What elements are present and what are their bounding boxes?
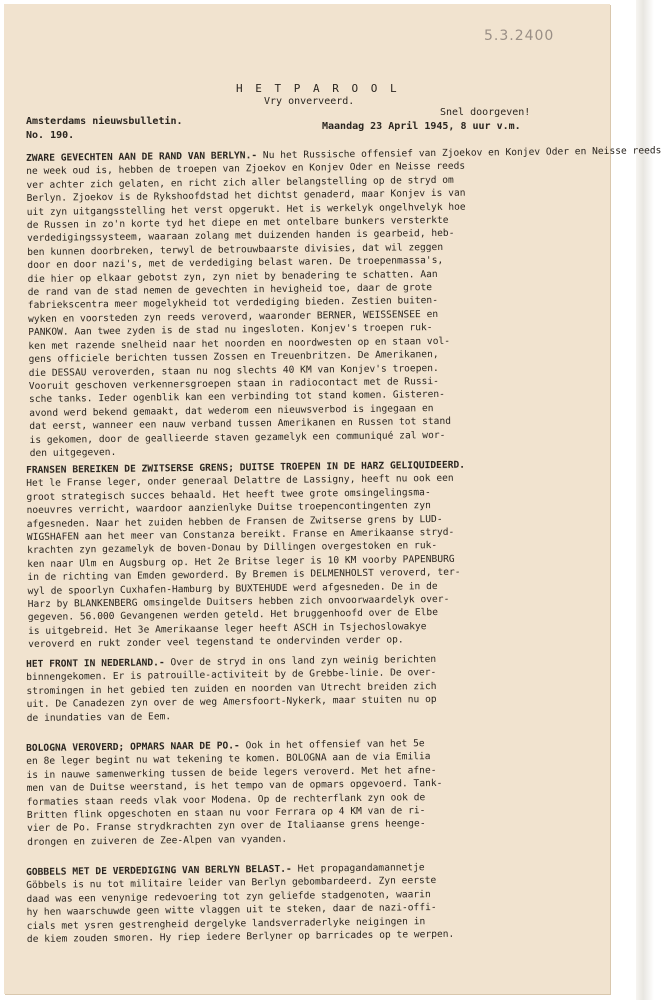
article-line: avond werd bekend gemaakt, dat wederom een nieuwsverbod is ingegaan en: [29, 402, 434, 419]
article-headline: FRANSEN BEREIKEN DE ZWITSERSE GRENS; DUITSE TROEPEN IN DE HARZ GELIQUIDEERD.: [26, 459, 466, 476]
article-line: Ook in het offensief van het 5e: [239, 738, 425, 752]
bulletin-name: Amsterdams nieuwsbulletin.: [26, 116, 183, 127]
article-line: Nu het Russische offensief van Zjoekov en Konjev Oder en Neisse reeds: [257, 145, 662, 162]
article-line: is in nauwe samenwerking tussen de beide legers veroverd. Met het afne-: [26, 764, 437, 781]
article-line: drongen en zuiveren de Zee-Alpen van vyanden.: [27, 833, 288, 848]
article-headline: HET FRONT IN NEDERLAND.-: [26, 657, 165, 670]
article-line: veroverd en rukt zonder veel tegenstand te ondervinden verder op.: [28, 634, 404, 651]
article-line: men van de Duitse weerstand, is het tempo van de opmars opgevoerd. Tank-: [26, 778, 443, 795]
article-line: Britten flink opgeschoten en staan nu voor Ferrara op 4 KM van de ri-: [26, 805, 426, 822]
article-line: WIGSHAFEN aan het meer van Constanza bereikt. Franse en Amerikaanse stryd-: [26, 526, 455, 544]
article-headline: BOLOGNA VEROVERD; OPMARS NAAR DE PO.-: [26, 740, 240, 754]
article-line: uit. De Canadezen zyn over de weg Amersfoort-Nykerk, maar stuiten nu op: [26, 694, 437, 711]
article-french-army: [26, 457, 614, 652]
article-line: groot strategisch succes behaald. Het heeft twee grote omsingelingsma-: [26, 486, 431, 503]
article-line: ben kunnen doorbreken, terwyl de betrouwbaarste divisies, dat wil zeggen: [27, 241, 444, 258]
article-line: den uitgegeven.: [29, 446, 117, 459]
article-line: verdedigingssysteem, waaraan zolang met duizenden handen is gearbeid, heb-: [26, 228, 455, 245]
article-berlin-fighting: [26, 145, 662, 460]
article-line: noeuvres verricht, waardoor aanzienlyke Duitse troepencontingenten zyn: [26, 500, 431, 517]
article-line: stromingen in het gebied ten zuiden en noorden van Utrecht breiden zich: [26, 680, 437, 697]
article-line: ken met razende snelheid naar het noorden en noordwesten op en staan vol-: [28, 335, 451, 352]
article-line: daad was een venynige redevoering tot zyn geliefde stadgenoten, waarin: [26, 888, 431, 905]
article-line: afgesneden. Naar het zuiden hebben de Fransen de Zwitserse grens by LUD-: [26, 513, 443, 530]
article-line: is gekomen, door de geallieerde staven gezamelyk een communiqué zal wor-: [29, 429, 446, 446]
article-bologna: [26, 735, 613, 849]
article-line: de inundaties van de Eem.: [26, 710, 172, 724]
article-line: gegeven. 56.000 Gevangenen werden geteld. Het bruggenhoofd over de Elbe: [27, 607, 439, 624]
article-line: vier de Po. Franse strydkrachten zyn over de Italiaanse grens heenge-: [26, 818, 426, 835]
dateline: Maandag 23 April 1945, 8 uur v.m.: [322, 121, 521, 132]
article-line: door en door nazi's, met de verdediging belast waren. De troepenmassa's,: [27, 255, 444, 272]
article-line: Over de stryd in ons land zyn weinig berichten: [164, 653, 437, 669]
typewritten-page: [4, 4, 662, 994]
article-line: gens officiele berichten tussen Zossen en Treuenbritzen. De Amerikanen,: [28, 349, 439, 366]
article-line: ne week oud is, hebben de troepen van Zjoekov en Konjev Oder en Neisse reeds: [26, 161, 466, 178]
article-line: ver achter zich gelaten, en richt zich aller belangstelling op de stryd om: [26, 174, 454, 191]
article-netherlands-front: [26, 651, 613, 725]
article-line: formaties staan reeds vlak voor Modena. Op de rechterflank zyn ook de: [26, 791, 426, 808]
article-line: binnengekomen. Er is patrouille-activiteit by de Grebbe-linie. De over-: [26, 667, 437, 684]
article-line: die DESSAU veroverden, staan nu nog slechts 40 KM van Konjev's troepen.: [28, 362, 439, 379]
article-line: in de richting van Emden geworderd. By Bremen is DELMENHOLST veroverd, ter-: [27, 566, 461, 584]
newspaper-motto: Vry onverveerd.: [264, 96, 355, 107]
article-line: is uitgebreid. Het 3e Amerikaanse leger heeft ASCH in Tsjechoslowakye: [27, 620, 427, 637]
archive-number: 5.3.2400: [484, 28, 555, 44]
article-line: en 8e leger begint nu wat tekening te komen. BOLOGNA aan de via Emilia: [26, 751, 431, 768]
article-line: Vooruit geschoven verkennersgroepen staan in radiocontact met de Russi-: [28, 375, 439, 392]
article-line: uit zyn uitgangsstelling het verst opgerukt. Het is werkelyk ongelhvelyk hoe: [26, 201, 466, 218]
article-line: de Russen in zo'n korte tyd het diepe en met ontelbare bunkers versterkte: [26, 214, 449, 232]
article-headline: GOBBELS MET DE VERDEDIGING VAN BERLYN BELAST.-: [26, 863, 292, 878]
article-goebbels: [26, 859, 613, 947]
article-headline: ZWARE GEVECHTEN AAN DE RAND VAN BERLYN.-: [26, 150, 258, 164]
bulletin-number: No. 190.: [26, 130, 75, 141]
article-line: die hier op elkaar gebotst zyn, zyn niet by benadering te schatten. Aan: [27, 268, 438, 285]
article-line: dat eerst, wanneer een nauw verband tussen Amerikanen en Russen tot stand: [29, 415, 452, 433]
article-line: wyl de spoorlyn Cuxhafen-Hamburg by BUXTEHUDE werd afgesneden. De in de: [27, 580, 438, 597]
urgency-note: Snel doorgeven!: [440, 107, 531, 118]
article-line: fabriekscentra meer mogelykheid tot verdediging bieden. Zestien buiten-: [27, 295, 439, 312]
article-line: hy hen waarschuwde geen witte vlaggen uit te steken, daar de nazi-offi-: [26, 902, 437, 919]
article-line: wyken en voorsteden zyn reeds veroverd, waaronder BERNER, WEISSENSEE en: [27, 308, 439, 325]
article-line: ken naar Ulm en Augsburg op. Het 2e Britse leger is 10 KM voorby PAPENBURG: [27, 553, 455, 570]
article-line: Het propagandamannetje: [291, 862, 425, 875]
article-line: de rand van de stad nemen de gevechten in hevigheid toe, daar de grote: [27, 282, 433, 299]
article-line: sche tanks. Ieder ogenblik kan een verbinding tot stand komen. Gisteren-: [28, 389, 445, 406]
article-line: PANKOW. Aan twee zyden is de stad nu ingesloten. Konjev's troepen ruk-: [28, 322, 433, 339]
article-line: Berlyn. Zjoekov is de Rykshoofdstad het dichtst genaderd, maar Konjev is van: [26, 187, 466, 205]
article-line: Harz by BLANKENBERG omsingelde Duitsers hebben zich onvoorwaardelyk over-: [27, 593, 450, 611]
newspaper-title: H E T P A R O O L: [236, 82, 400, 95]
article-line: cials met ysren gestrengheid dergelyke landsverraderlyke neigingen in: [26, 915, 426, 932]
article-line: krachten zyn gezamelyk de boven-Donau by Dillingen overgestoken en ruk-: [26, 540, 438, 557]
article-line: de kiem zouden smoren. Hy riep iedere Berlyner op barricades op te werpen.: [26, 928, 455, 946]
article-line: Göbbels is nu tot militaire leider van Berlyn gebombardeerd. Zyn eerste: [26, 875, 437, 892]
article-line: Het le Franse leger, onder generaal Delattre de Lassigny, heeft nu ook een: [26, 473, 454, 490]
